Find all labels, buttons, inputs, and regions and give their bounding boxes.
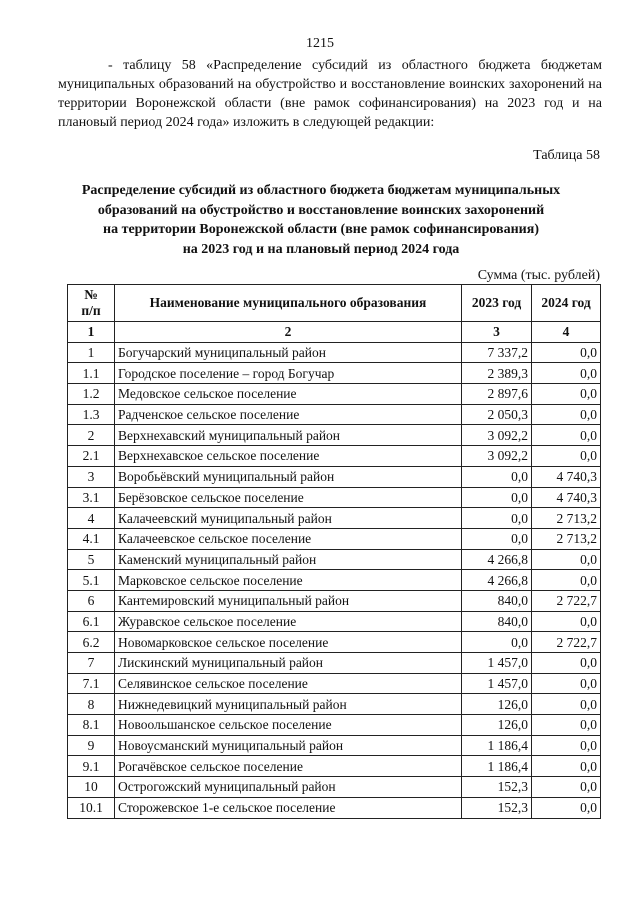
row-value-2023: 126,0 bbox=[462, 715, 532, 736]
row-name: Городское поселение – город Богучар bbox=[115, 363, 462, 384]
row-value-2023: 152,3 bbox=[462, 797, 532, 818]
table-row bbox=[68, 653, 601, 674]
page-number: 1215 bbox=[306, 36, 334, 51]
row-value-2023: 152,3 bbox=[462, 777, 532, 798]
row-value-2024: 2 713,2 bbox=[532, 528, 601, 549]
row-value-2024: 0,0 bbox=[532, 756, 601, 777]
column-number: 3 bbox=[462, 322, 532, 343]
table-row bbox=[68, 735, 601, 756]
intro-text: - таблицу 58 «Распределение субсидий из областного бюджета бюджетам муниципальных образований на обустройство и восстановление воинских захоронений на территории Воронежской области (вне рамок софинансирования) на 2023 год и на плановый период 2024 года» изложить в следующей редакции: bbox=[58, 58, 602, 130]
table-label: Таблица 58 bbox=[533, 148, 600, 163]
row-value-2024: 0,0 bbox=[532, 797, 601, 818]
row-number: 4 bbox=[68, 508, 115, 529]
header-2024: 2024 год bbox=[532, 285, 601, 322]
row-value-2024: 2 722,7 bbox=[532, 590, 601, 611]
row-number: 9 bbox=[68, 735, 115, 756]
table-row bbox=[68, 446, 601, 467]
row-value-2023: 2 050,3 bbox=[462, 404, 532, 425]
row-value-2023: 1 457,0 bbox=[462, 653, 532, 674]
row-value-2024: 0,0 bbox=[532, 777, 601, 798]
row-value-2023: 1 186,4 bbox=[462, 756, 532, 777]
row-number: 1.2 bbox=[68, 384, 115, 405]
row-value-2023: 3 092,2 bbox=[462, 446, 532, 467]
table-header-row bbox=[68, 285, 601, 322]
row-number: 7 bbox=[68, 653, 115, 674]
row-value-2024: 0,0 bbox=[532, 570, 601, 591]
table-row bbox=[68, 363, 601, 384]
row-name: Кантемировский муниципальный район bbox=[115, 590, 462, 611]
row-value-2024: 4 740,3 bbox=[532, 487, 601, 508]
header-num-label: № п/п bbox=[81, 287, 101, 318]
row-value-2023: 0,0 bbox=[462, 632, 532, 653]
table-row bbox=[68, 570, 601, 591]
table-title-line: на территории Воронежской области (вне рамок софинансирования) bbox=[103, 222, 539, 237]
row-value-2024: 2 713,2 bbox=[532, 508, 601, 529]
row-name: Богучарский муниципальный район bbox=[115, 342, 462, 363]
header-name: Наименование муниципального образования bbox=[115, 285, 462, 322]
table-title-line: на 2023 год и на плановый период 2024 года bbox=[182, 241, 460, 257]
row-value-2024: 0,0 bbox=[532, 342, 601, 363]
row-value-2023: 840,0 bbox=[462, 590, 532, 611]
row-value-2023: 0,0 bbox=[462, 487, 532, 508]
row-name: Селявинское сельское поселение bbox=[115, 673, 462, 694]
row-value-2024: 0,0 bbox=[532, 384, 601, 405]
row-number: 7.1 bbox=[68, 673, 115, 694]
row-value-2024: 0,0 bbox=[532, 446, 601, 467]
row-name: Воробьёвский муниципальный район bbox=[115, 466, 462, 487]
row-name: Верхнехавское сельское поселение bbox=[115, 446, 462, 467]
row-value-2023: 126,0 bbox=[462, 694, 532, 715]
row-value-2024: 4 740,3 bbox=[532, 466, 601, 487]
table-row bbox=[68, 342, 601, 363]
intro-paragraph bbox=[58, 56, 602, 132]
row-value-2024: 0,0 bbox=[532, 425, 601, 446]
table-title-line: Распределение субсидий из областного бюджета бюджетам муниципальных bbox=[81, 183, 561, 198]
row-name: Новоусманский муниципальный район bbox=[115, 735, 462, 756]
row-name: Рогачёвское сельское поселение bbox=[115, 756, 462, 777]
table-row bbox=[68, 466, 601, 487]
units-label: Сумма (тыс. рублей) bbox=[477, 268, 600, 283]
table-row bbox=[68, 756, 601, 777]
row-number: 10 bbox=[68, 777, 115, 798]
row-name: Радченское сельское поселение bbox=[115, 404, 462, 425]
row-name: Медовское сельское поселение bbox=[115, 384, 462, 405]
column-number-row bbox=[68, 322, 601, 343]
table-row bbox=[68, 590, 601, 611]
row-value-2023: 3 092,2 bbox=[462, 425, 532, 446]
row-value-2024: 0,0 bbox=[532, 404, 601, 425]
table-row bbox=[68, 797, 601, 818]
column-number: 4 bbox=[532, 322, 601, 343]
row-number: 2.1 bbox=[68, 446, 115, 467]
row-value-2024: 0,0 bbox=[532, 735, 601, 756]
table-row bbox=[68, 694, 601, 715]
row-value-2023: 2 897,6 bbox=[462, 384, 532, 405]
subsidy-table bbox=[67, 284, 601, 819]
row-value-2023: 7 337,2 bbox=[462, 342, 532, 363]
table-row bbox=[68, 487, 601, 508]
table-row bbox=[68, 528, 601, 549]
row-number: 1.1 bbox=[68, 363, 115, 384]
row-name: Острогожский муниципальный район bbox=[115, 777, 462, 798]
row-value-2024: 0,0 bbox=[532, 653, 601, 674]
row-value-2023: 0,0 bbox=[462, 528, 532, 549]
row-name: Лискинский муниципальный район bbox=[115, 653, 462, 674]
row-value-2023: 0,0 bbox=[462, 508, 532, 529]
table-row bbox=[68, 549, 601, 570]
row-value-2023: 1 457,0 bbox=[462, 673, 532, 694]
column-number: 1 bbox=[68, 322, 115, 343]
table-row bbox=[68, 508, 601, 529]
table-row bbox=[68, 632, 601, 653]
table-row bbox=[68, 425, 601, 446]
row-value-2024: 2 722,7 bbox=[532, 632, 601, 653]
table-row bbox=[68, 715, 601, 736]
row-value-2024: 0,0 bbox=[532, 673, 601, 694]
row-name: Новоольшанское сельское поселение bbox=[115, 715, 462, 736]
row-number: 1.3 bbox=[68, 404, 115, 425]
row-value-2024: 0,0 bbox=[532, 611, 601, 632]
row-name: Берёзовское сельское поселение bbox=[115, 487, 462, 508]
row-value-2023: 0,0 bbox=[462, 466, 532, 487]
row-name: Марковское сельское поселение bbox=[115, 570, 462, 591]
row-name: Нижнедевицкий муниципальный район bbox=[115, 694, 462, 715]
table-title-line: образований на обустройство и восстановление воинских захоронений bbox=[97, 202, 545, 218]
row-number: 9.1 bbox=[68, 756, 115, 777]
row-name: Калачеевский муниципальный район bbox=[115, 508, 462, 529]
row-number: 6.1 bbox=[68, 611, 115, 632]
row-name: Каменский муниципальный район bbox=[115, 549, 462, 570]
column-number: 2 bbox=[115, 322, 462, 343]
row-name: Журавское сельское поселение bbox=[115, 611, 462, 632]
table-row bbox=[68, 611, 601, 632]
table-title bbox=[40, 181, 602, 259]
row-value-2024: 0,0 bbox=[532, 363, 601, 384]
row-name: Сторожевское 1-е сельское поселение bbox=[115, 797, 462, 818]
row-number: 2 bbox=[68, 425, 115, 446]
row-number: 6 bbox=[68, 590, 115, 611]
row-number: 5.1 bbox=[68, 570, 115, 591]
row-number: 5 bbox=[68, 549, 115, 570]
row-number: 4.1 bbox=[68, 528, 115, 549]
row-name: Верхнехавский муниципальный район bbox=[115, 425, 462, 446]
row-value-2024: 0,0 bbox=[532, 694, 601, 715]
table-row bbox=[68, 384, 601, 405]
row-value-2023: 2 389,3 bbox=[462, 363, 532, 384]
row-number: 8 bbox=[68, 694, 115, 715]
header-2023: 2023 год bbox=[462, 285, 532, 322]
row-value-2024: 0,0 bbox=[532, 715, 601, 736]
row-number: 6.2 bbox=[68, 632, 115, 653]
header-num bbox=[68, 285, 115, 322]
row-name: Новомарковское сельское поселение bbox=[115, 632, 462, 653]
row-number: 10.1 bbox=[68, 797, 115, 818]
table-row bbox=[68, 673, 601, 694]
row-value-2023: 4 266,8 bbox=[462, 570, 532, 591]
row-value-2023: 4 266,8 bbox=[462, 549, 532, 570]
row-number: 3 bbox=[68, 466, 115, 487]
table-row bbox=[68, 404, 601, 425]
row-number: 8.1 bbox=[68, 715, 115, 736]
row-name: Калачеевское сельское поселение bbox=[115, 528, 462, 549]
row-value-2024: 0,0 bbox=[532, 549, 601, 570]
row-number: 1 bbox=[68, 342, 115, 363]
row-number: 3.1 bbox=[68, 487, 115, 508]
row-value-2023: 840,0 bbox=[462, 611, 532, 632]
table-row bbox=[68, 777, 601, 798]
row-value-2023: 1 186,4 bbox=[462, 735, 532, 756]
